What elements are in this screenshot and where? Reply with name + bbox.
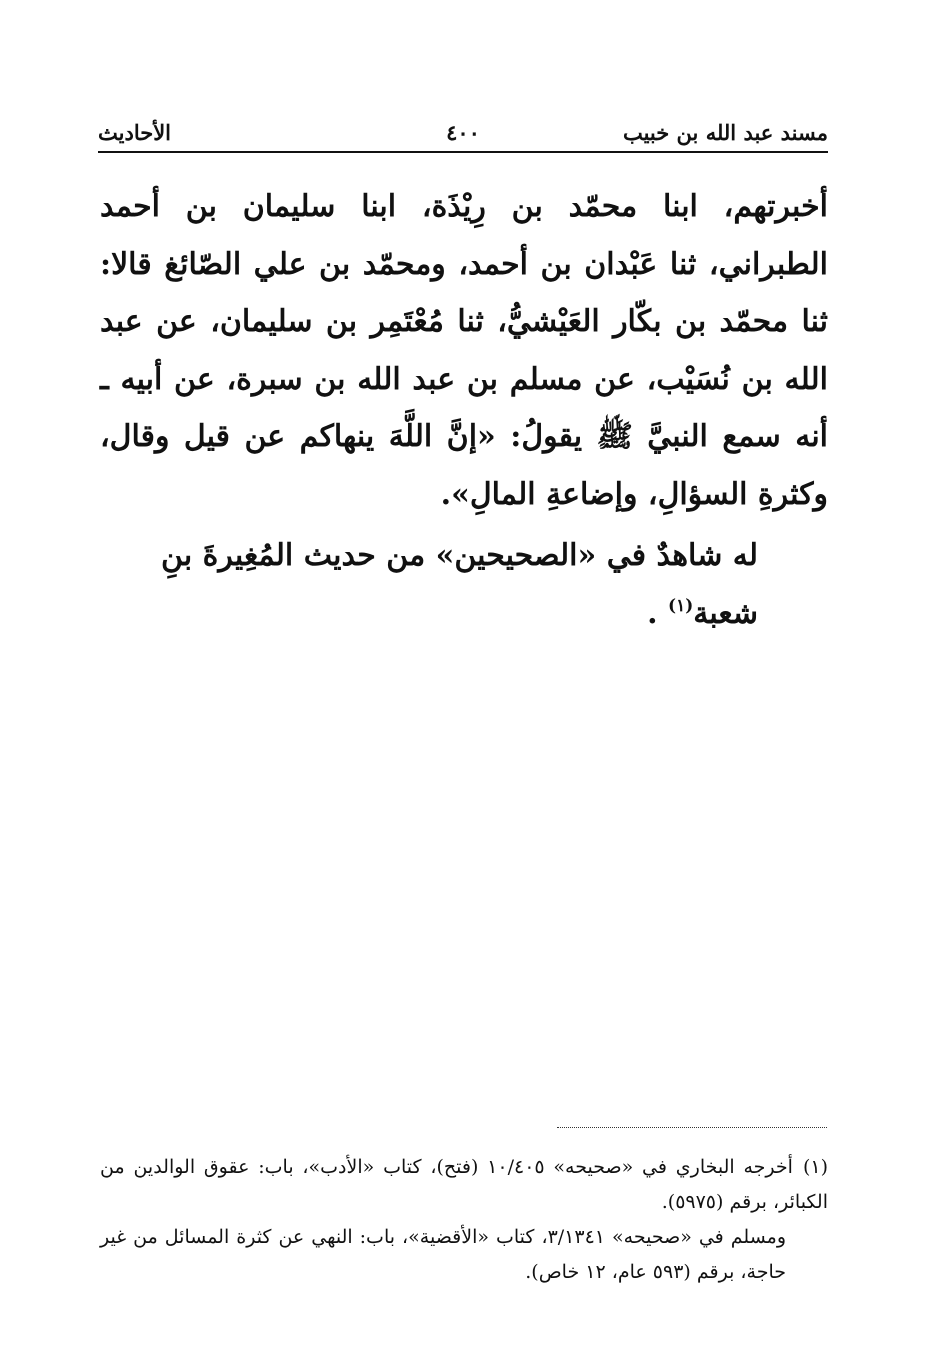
footnote-1 (100, 1150, 828, 1220)
main-text (100, 178, 828, 642)
page-number: ٤٠٠ (446, 120, 480, 145)
footnote-1-text: أخرجه البخاري في «صحيحه» ١٠/٤٠٥ (فتح)، كتاب «الأدب»، باب: عقوق الوالدين من الكبائر، برقم (٥٩٧٥). (100, 1156, 828, 1213)
hadith-paragraph: أخبرتهم، ابنا محمّد بن رِيْذَة، ابنا سليمان بن أحمد الطبراني، ثنا عَبْدان بن أحمد، ومحمّد بن علي الصّائغ قالا: ثنا محمّد بن بكّار العَيْشيُّ، ثنا مُعْتَمِر بن سليمان، عن عبد الله بن نُسَيْب، عن مسلم بن عبد الله بن سبرة، عن أبيه ـ أنه سمع النبيَّ ﷺ يقولُ: «إنَّ اللَّهَ ينهاكم عن قيل وقال، وكثرةِ السؤالِ، وإضاعةِ المالِ». (100, 189, 828, 512)
footnote-reference[interactable]: (١) (668, 595, 694, 616)
witness-note (100, 527, 828, 642)
witness-end: . (647, 595, 658, 631)
running-header (98, 112, 828, 152)
header-divider (98, 151, 828, 153)
witness-text: له شاهدٌ في «الصحيحين» من حديث المُغِيرةَ بنِ شعبة (161, 538, 758, 631)
footnote-1-continuation: ومسلم في «صحيحه» ٣/١٣٤١، كتاب «الأقضية»، باب: النهي عن كثرة المسائل من غير حاجة، برقم (٥٩٣ عام، ١٢ خاص). (100, 1226, 786, 1283)
footnote-divider (557, 1127, 827, 1128)
footnote-marker: (١) (802, 1156, 828, 1178)
footnotes (100, 1150, 828, 1290)
book-title: مسند عبد الله بن خبيب (622, 120, 828, 145)
section-title: الأحاديث (98, 120, 172, 145)
